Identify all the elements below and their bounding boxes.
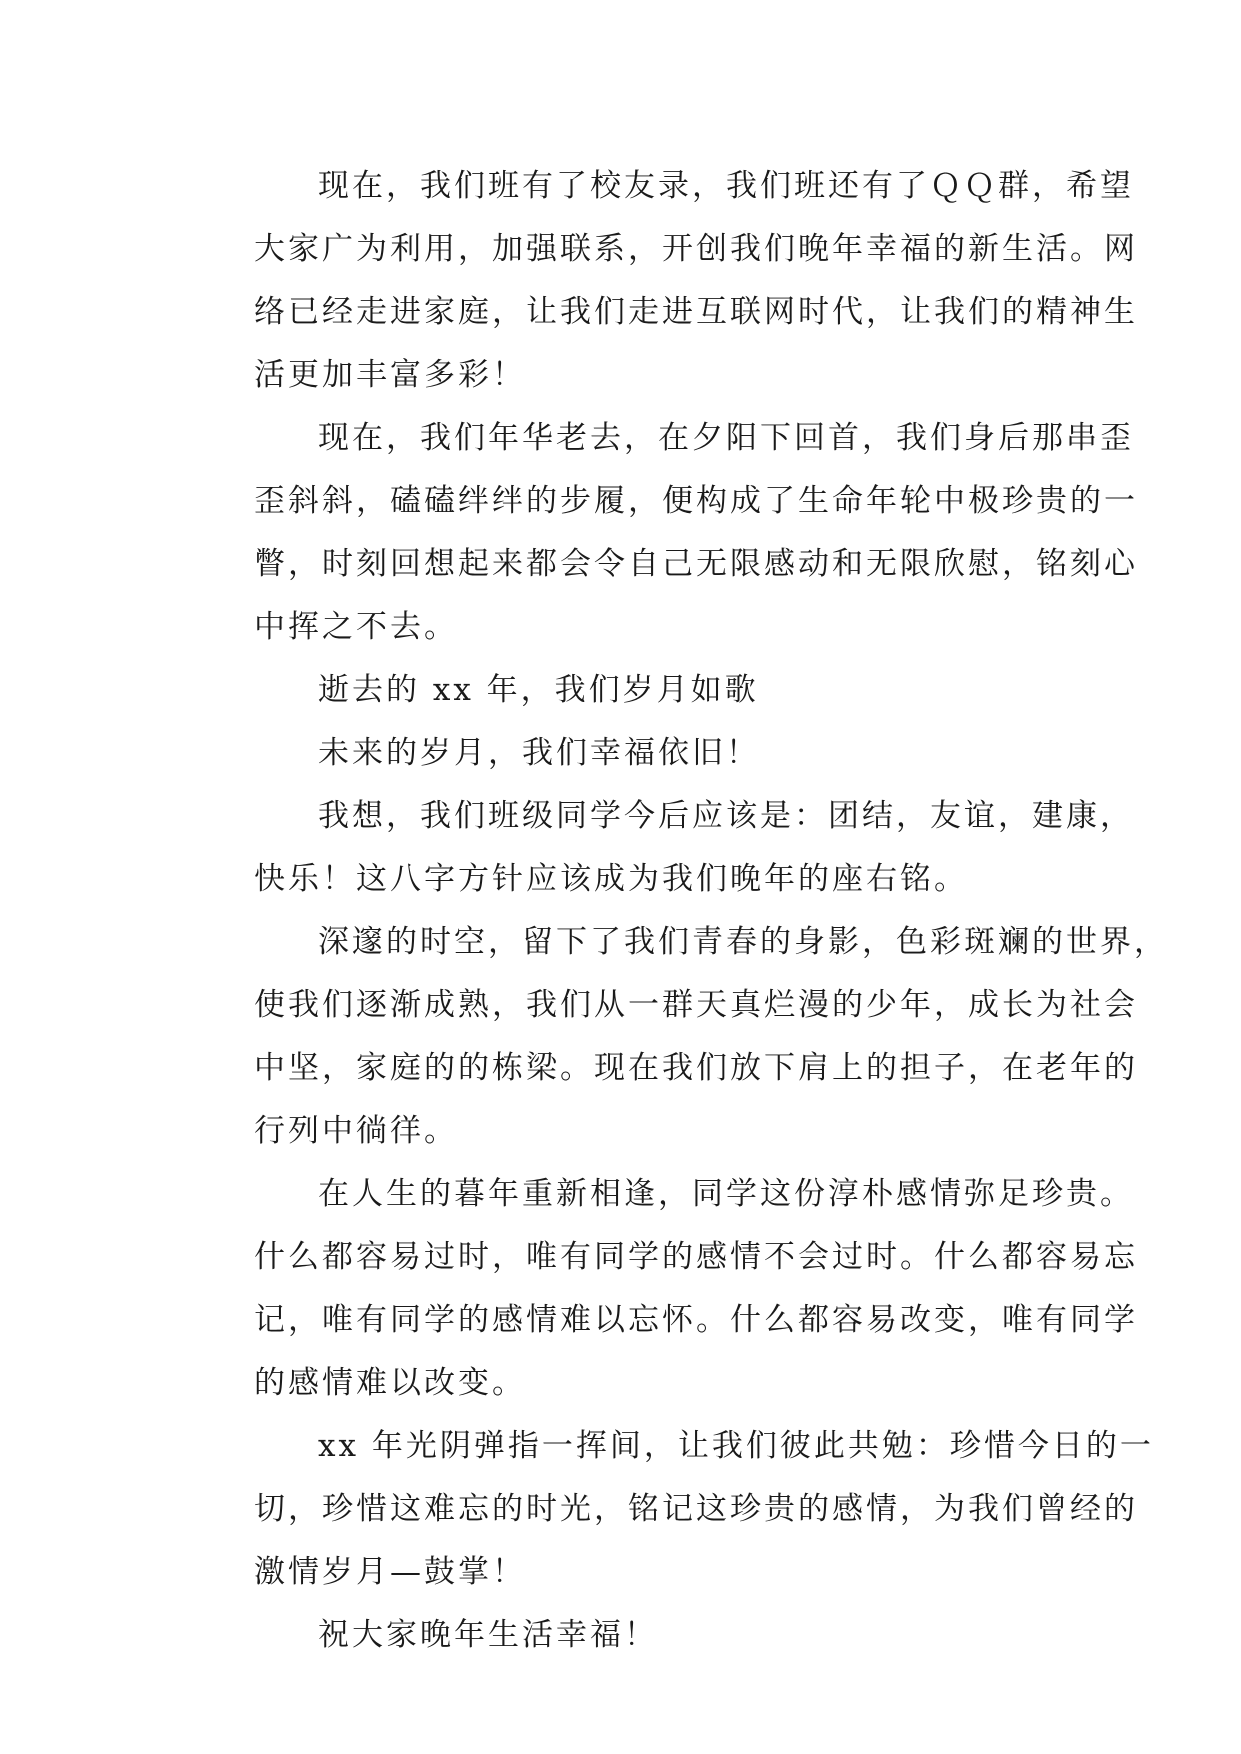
paragraph-6 — [190, 911, 1168, 1163]
text-line: 活更加丰富多彩！ — [254, 357, 526, 393]
text-line: 现在，我们班有了校友录，我们班还有了ＱＱ群，希望 — [318, 168, 1134, 204]
paragraph-5 — [190, 785, 1134, 911]
text-line: 未来的岁月，我们幸福依旧！ — [318, 735, 760, 771]
text-line: 中坚，家庭的的栋梁。现在我们放下肩上的担子，在老年的 — [254, 1050, 1138, 1086]
text-line: 中挥之不去。 — [254, 609, 458, 645]
paragraph-3 — [190, 659, 1060, 722]
text-line: 我想，我们班级同学今后应该是：团结，友谊，建康， — [318, 798, 1134, 834]
text-line: 歪斜斜，磕磕绊绊的步履，便构成了生命年轮中极珍贵的一 — [254, 483, 1138, 519]
text-line: 现在，我们年华老去，在夕阳下回首，我们身后那串歪 — [318, 420, 1134, 456]
text-line: 切，珍惜这难忘的时光，铭记这珍贵的感情，为我们曾经的 — [254, 1491, 1138, 1527]
text-line: 行列中徜徉。 — [254, 1113, 458, 1149]
text-line: 激情岁月—鼓掌！ — [254, 1554, 526, 1590]
paragraph-9 — [190, 1604, 1060, 1667]
paragraph-1 — [190, 155, 1138, 407]
text-line: 逝去的 xx 年，我们岁月如歌 — [318, 672, 759, 708]
text-line: 使我们逐渐成熟，我们从一群天真烂漫的少年，成长为社会 — [254, 987, 1138, 1023]
text-line: 深邃的时空，留下了我们青春的身影，色彩斑斓的世界， — [318, 924, 1168, 960]
document-body — [190, 155, 1168, 1667]
text-line: 记，唯有同学的感情难以忘怀。什么都容易改变，唯有同学 — [254, 1302, 1138, 1338]
text-line: 在人生的暮年重新相逢，同学这份淳朴感情弥足珍贵。 — [318, 1176, 1134, 1212]
paragraph-2 — [190, 407, 1138, 659]
text-line: xx 年光阴弹指一挥间，让我们彼此共勉：珍惜今日的一 — [318, 1428, 1154, 1464]
text-line: 什么都容易过时，唯有同学的感情不会过时。什么都容易忘 — [254, 1239, 1138, 1275]
paragraph-7 — [190, 1163, 1138, 1415]
paragraph-4 — [190, 722, 1060, 785]
text-line: 瞥，时刻回想起来都会令自己无限感动和无限欣慰，铭刻心 — [254, 546, 1138, 582]
text-line: 祝大家晚年生活幸福！ — [318, 1617, 658, 1653]
text-line: 快乐！这八字方针应该成为我们晚年的座右铭。 — [254, 861, 968, 897]
text-line: 络已经走进家庭，让我们走进互联网时代，让我们的精神生 — [254, 294, 1138, 330]
paragraph-8 — [190, 1415, 1154, 1604]
text-line: 大家广为利用，加强联系，开创我们晚年幸福的新生活。网 — [254, 231, 1138, 267]
text-line: 的感情难以改变。 — [254, 1365, 526, 1401]
